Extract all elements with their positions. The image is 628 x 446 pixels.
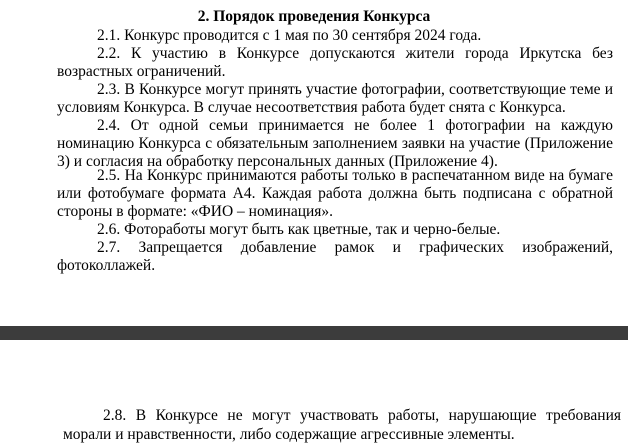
paragraph-2-7: 2.7. Запрещается добавление рамок и графических изображений, фотоколлажей.	[57, 239, 613, 275]
paragraph-2-5: 2.5. На Конкурс принимаются работы только в распечатанном виде на бумаге или фотобумаге формата А4. Каждая работа должна быть подписана с обратной стороны в формате: «ФИО – номинация».	[57, 167, 613, 221]
paragraph-2-6: 2.6. Фотоработы могут быть как цветные, так и черно-белые.	[97, 221, 501, 238]
page-separator	[0, 326, 628, 340]
paragraph-2-1: 2.1. Конкурс проводится с 1 мая по 30 сентября 2024 года.	[97, 27, 482, 44]
section-heading: 2. Порядок проведения Конкурса	[197, 8, 431, 25]
paragraph-2-3: 2.3. В Конкурсе могут принять участие фотографии, соответствующие теме и условиям Конкурса. В случае несоответствия работа будет снята с Конкурса.	[57, 81, 613, 117]
paragraph-2-4: 2.4. От одной семьи принимается не более 1 фотографии на каждую номинацию Конкурса с обязательным заполнением заявки на участие (Приложение 3) и согласия на обработку персональных данных (Приложение 4).	[57, 117, 613, 171]
document-page-2	[0, 340, 628, 446]
paragraph-2-8: 2.8. В Конкурсе не могут участвовать работы, нарушающие требования морали и нравственности, либо содержащие агрессивные элементы.	[63, 407, 621, 443]
paragraph-2-2: 2.2. К участию в Конкурсе допускаются жители города Иркутска без возрастных ограничений.	[57, 45, 613, 81]
